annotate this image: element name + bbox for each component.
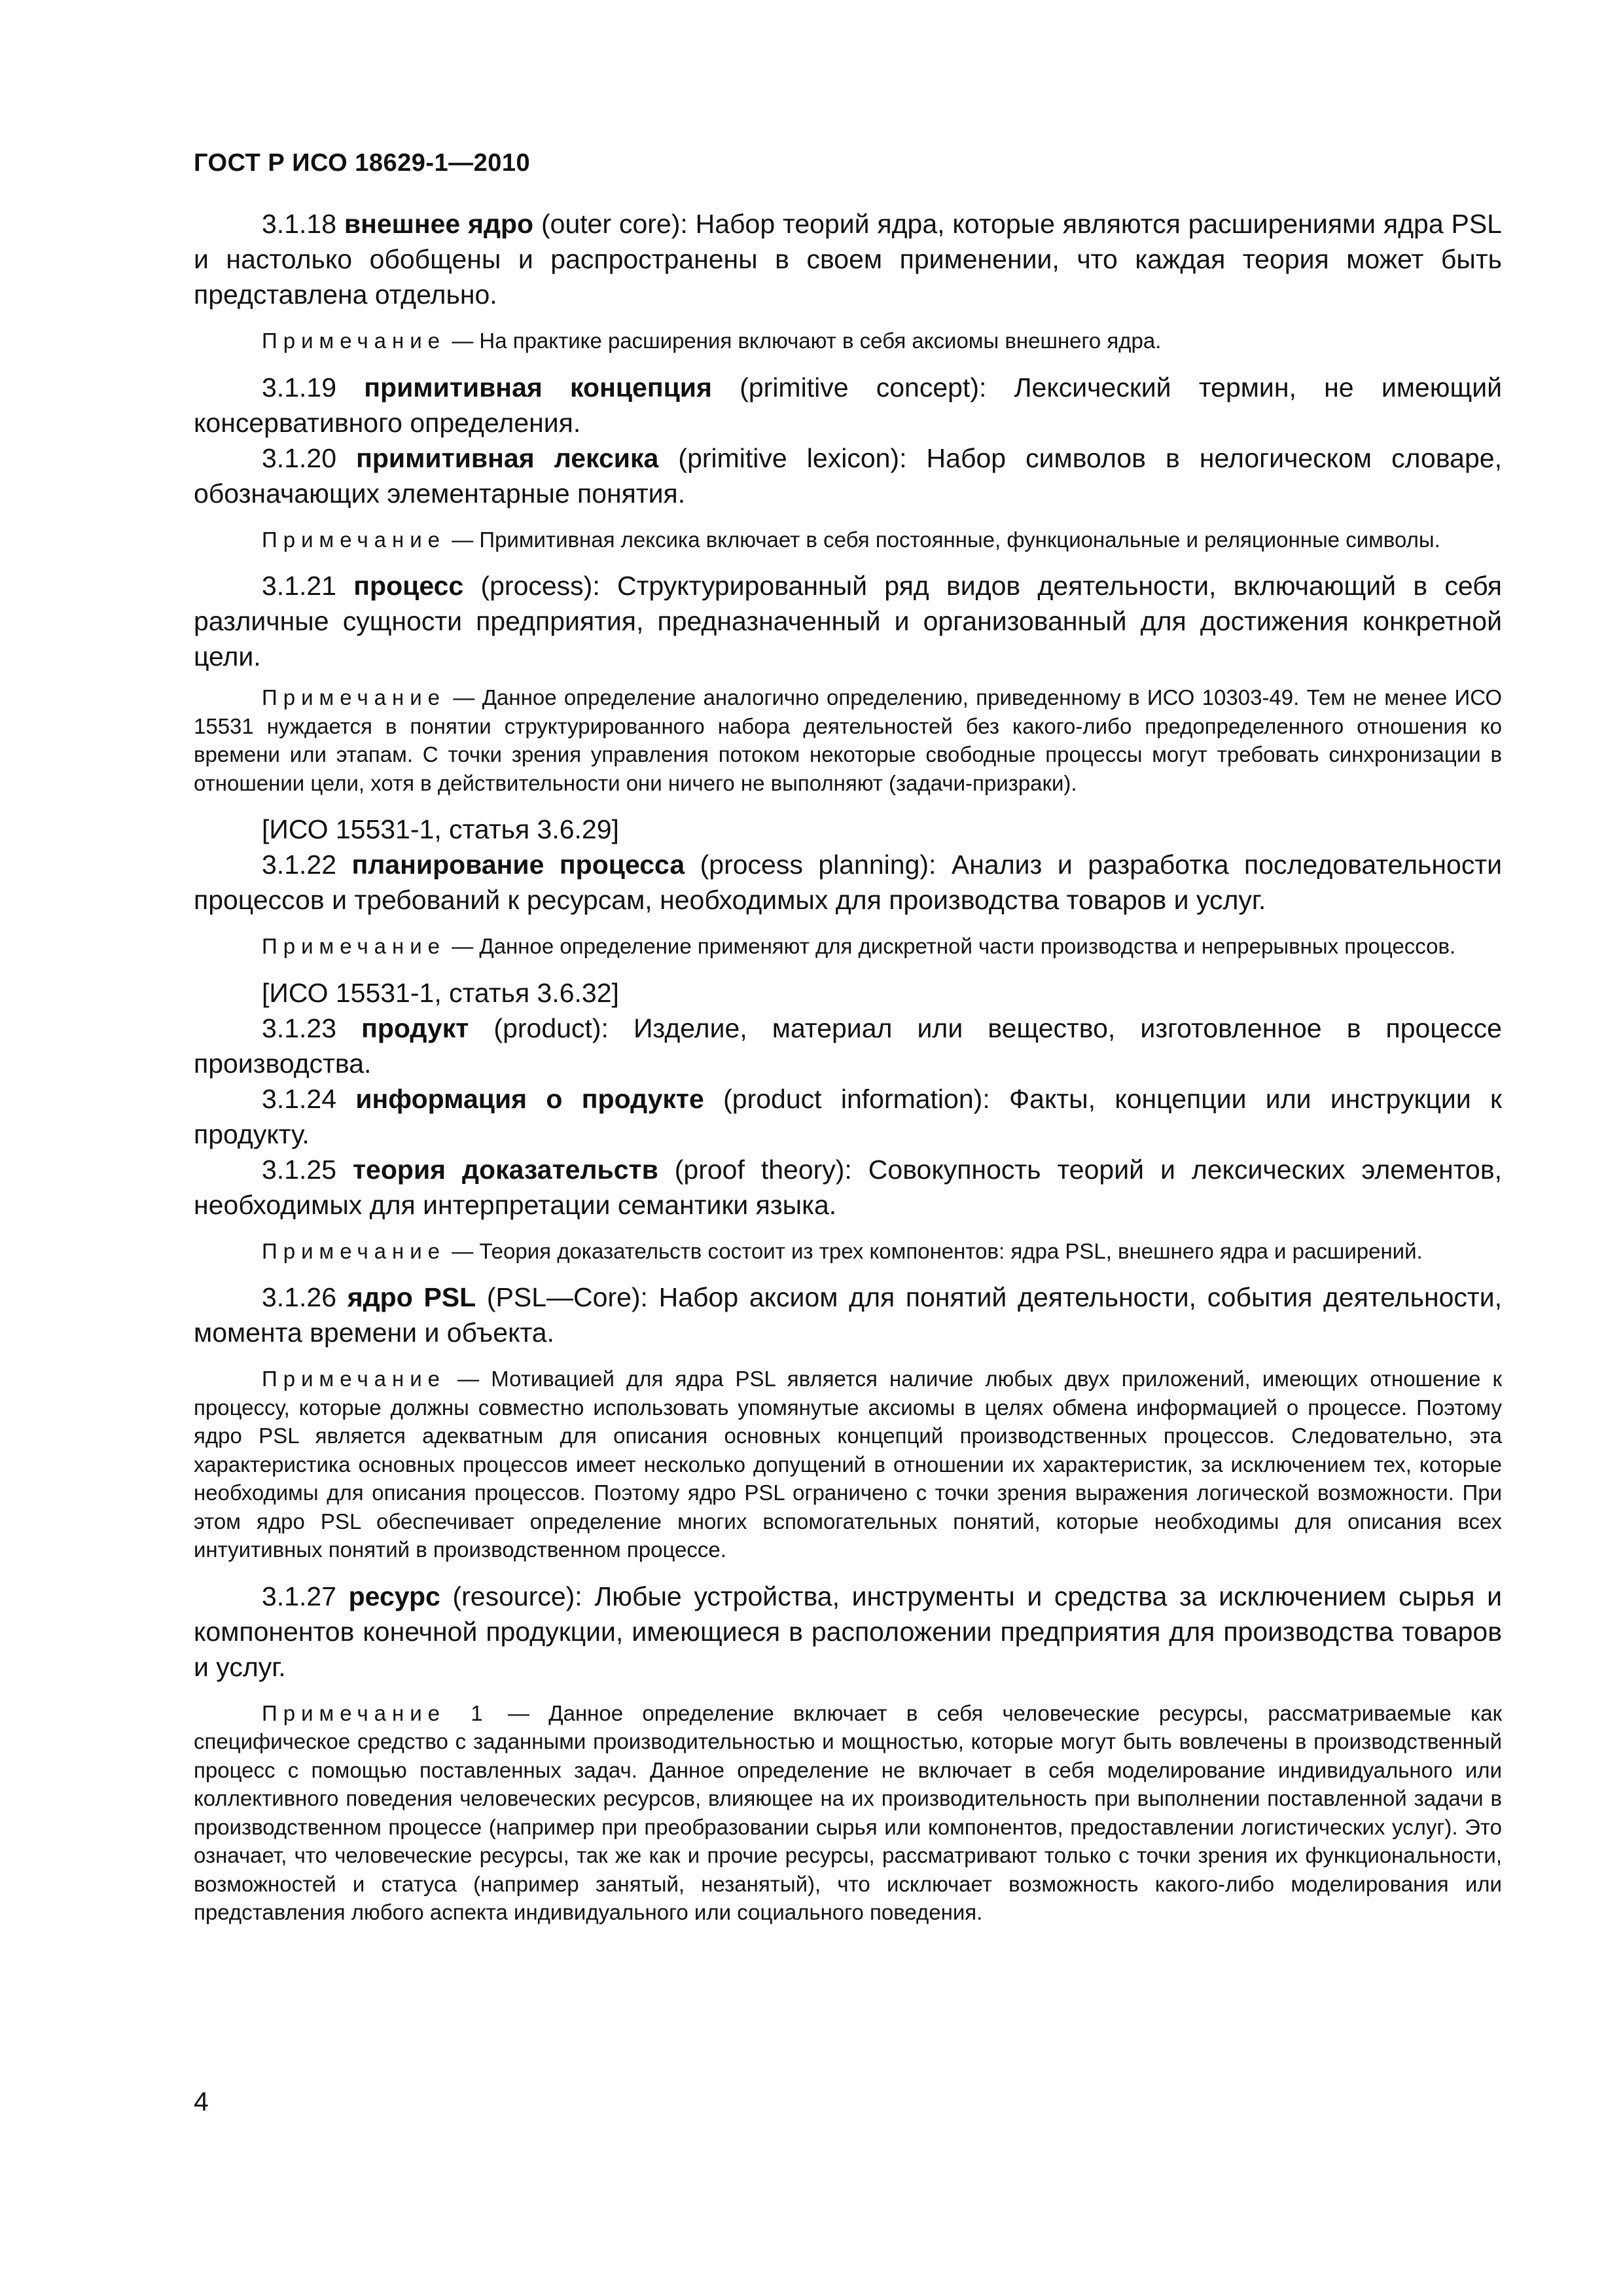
term-number: 3.1.22 xyxy=(262,850,336,880)
term-entry xyxy=(194,1152,1502,1223)
term-note xyxy=(194,683,1502,797)
page-number: 4 xyxy=(194,2087,209,2117)
term-name: ядро PSL xyxy=(347,1282,476,1312)
note-label: Примечание xyxy=(262,1238,446,1263)
note-text: — Мотивацией для ядра PSL является наличие любых двух приложений, имеющих отношение к процессу, которые должны совместно использовать упомянутые аксиомы в целях обмена информацией о процессе. Поэтому ядро PSL является адекватным для описания основных концепций производственных процессов. Следовательно, эта характеристика основных процессов имеет несколько допущений в отношении их характеристик, за исключением тех, которые необходимы для описания процессов. Поэтому ядро PSL ограничено с точки зрения выражения логической возможности. При этом ядро PSL обеспечивает определение многих вспомогательных понятий, которые необходимы для описания всех интуитивных понятий в производственном процессе. xyxy=(194,1367,1503,1562)
term-definition: (product information): Факты, концепции или инструкции к продукту. xyxy=(194,1083,1502,1149)
term-note xyxy=(194,1699,1502,1927)
document-header: ГОСТ Р ИСО 18629-1—2010 xyxy=(194,149,531,177)
source-reference: [ИСО 15531-1, статья 3.6.29] xyxy=(262,814,619,844)
note-text: — Теория доказательств состоит из трех компонентов: ядра PSL, внешнего ядра и расширений. xyxy=(452,1238,1423,1263)
note-label: Примечание xyxy=(262,685,446,709)
term-entry xyxy=(194,1280,1502,1350)
term-definition: (product): Изделие, материал или вещество, изготовленное в процессе производства. xyxy=(194,1013,1502,1079)
term-number: 3.1.20 xyxy=(262,442,336,473)
term-name: продукт xyxy=(361,1013,469,1043)
note-text: — Данное определение аналогично определению, приведенному в ИСО 10303-49. Тем не менее ИСО 15531 нуждается в понятии структурированного набора деятельностей без какого-либо предопределенного отношения ко времени или этапам. С точки зрения управления потоком некоторые свободные процессы могут требовать синхронизации в отношении цели, хотя в действительности они ничего не выполняют (задачи-призраки). xyxy=(194,685,1503,795)
source-reference: [ИСО 15531-1, статья 3.6.32] xyxy=(262,977,619,1008)
note-label: Примечание xyxy=(262,1367,446,1391)
term-definition: (primitive lexicon): Набор символов в нелогическом словаре, обозначающих элементарные понятия. xyxy=(194,442,1502,509)
document-body xyxy=(194,206,1502,1927)
term-name: ресурс xyxy=(348,1581,440,1611)
term-number: 3.1.19 xyxy=(262,372,336,403)
term-definition: (proof theory): Совокупность теорий и лексических элементов, необходимых для интерпретации семантики языка. xyxy=(194,1154,1502,1220)
note-text: — Данное определение применяют для дискретной части производства и непрерывных процессов. xyxy=(452,934,1456,958)
term-name: информация о продукте xyxy=(355,1083,704,1114)
term-entry xyxy=(194,370,1502,440)
term-number: 3.1.26 xyxy=(262,1282,336,1312)
term-name: примитивная концепция xyxy=(364,372,712,403)
term-name: планирование процесса xyxy=(351,850,685,880)
note-label: Примечание xyxy=(262,527,446,552)
term-number: 3.1.18 xyxy=(262,209,336,239)
term-name: теория доказательств xyxy=(352,1154,658,1185)
term-definition: (primitive concept): Лексический термин, не имеющий консервативного определения. xyxy=(194,372,1503,438)
term-name: внешнее ядро xyxy=(344,209,534,239)
term-note xyxy=(194,327,1502,355)
term-note xyxy=(194,526,1502,554)
note-label: Примечание xyxy=(262,329,446,353)
term-definition: (PSL—Core): Набор аксиом для понятий деятельности, события деятельности, момента времени и объекта. xyxy=(194,1282,1502,1348)
term-number: 3.1.24 xyxy=(262,1083,336,1114)
note-label: Примечание xyxy=(262,934,446,958)
term-entry xyxy=(194,440,1502,511)
note-text: — Примитивная лексика включает в себя постоянные, функциональные и реляционные символы. xyxy=(452,527,1440,552)
term-entry xyxy=(194,1579,1502,1685)
term-note xyxy=(194,1365,1502,1564)
term-number: 3.1.27 xyxy=(262,1581,336,1611)
term-entry xyxy=(194,568,1502,674)
term-number: 3.1.23 xyxy=(262,1013,336,1043)
term-name: примитивная лексика xyxy=(356,442,659,473)
note-label: Примечание 1 xyxy=(262,1700,489,1725)
note-text: — На практике расширения включают в себя аксиомы внешнего ядра. xyxy=(452,329,1162,353)
term-note xyxy=(194,932,1502,961)
term-entry xyxy=(194,206,1502,312)
term-name: процесс xyxy=(353,571,464,601)
term-note xyxy=(194,1237,1502,1266)
note-text: — Данное определение включает в себя человеческие ресурсы, рассматриваемые как специфическое средство с заданными производительностью и мощностью, которые могут быть вовлечены в производственный процесс с помощью поставленных задач. Данное определение не включает в себя моделирование индивидуального или коллективного поведения человеческих ресурсов, влияющее на их производительность при выполнении поставленной задачи в производственном процессе (например при преобразовании сырья или компонентов, предоставлении логистических услуг). Это означает, что человеческие ресурсы, так же как и прочие ресурсы, рассматривают только с точки зрения их функциональности, возможностей и статуса (например занятый, незанятый), что исключает возможность какого-либо моделирования или представления любого аспекта индивидуального или социального поведения. xyxy=(194,1700,1503,1924)
term-number: 3.1.21 xyxy=(262,571,336,601)
term-entry xyxy=(194,847,1502,918)
term-entry xyxy=(194,1011,1502,1081)
term-number: 3.1.25 xyxy=(262,1154,336,1185)
term-definition: (resource): Любые устройства, инструменты и средства за исключением сырья и компонентов конечной продукции, имеющиеся в расположении предприятия для производства товаров и услуг. xyxy=(194,1581,1502,1682)
term-definition: (process): Структурированный ряд видов деятельности, включающий в себя различные сущности предприятия, предназначенный и организованный для достижения конкретной цели. xyxy=(194,571,1502,672)
term-definition: (outer core): Набор теорий ядра, которые являются расширениями ядра PSL и настолько обобщены и распространены в своем применении, что каждая теория может быть представлена отдельно. xyxy=(194,209,1502,310)
term-entry xyxy=(194,1081,1502,1152)
term-definition: (process planning): Анализ и разработка последовательности процессов и требований к ресурсам, необходимых для производства товаров и услуг. xyxy=(194,850,1502,915)
